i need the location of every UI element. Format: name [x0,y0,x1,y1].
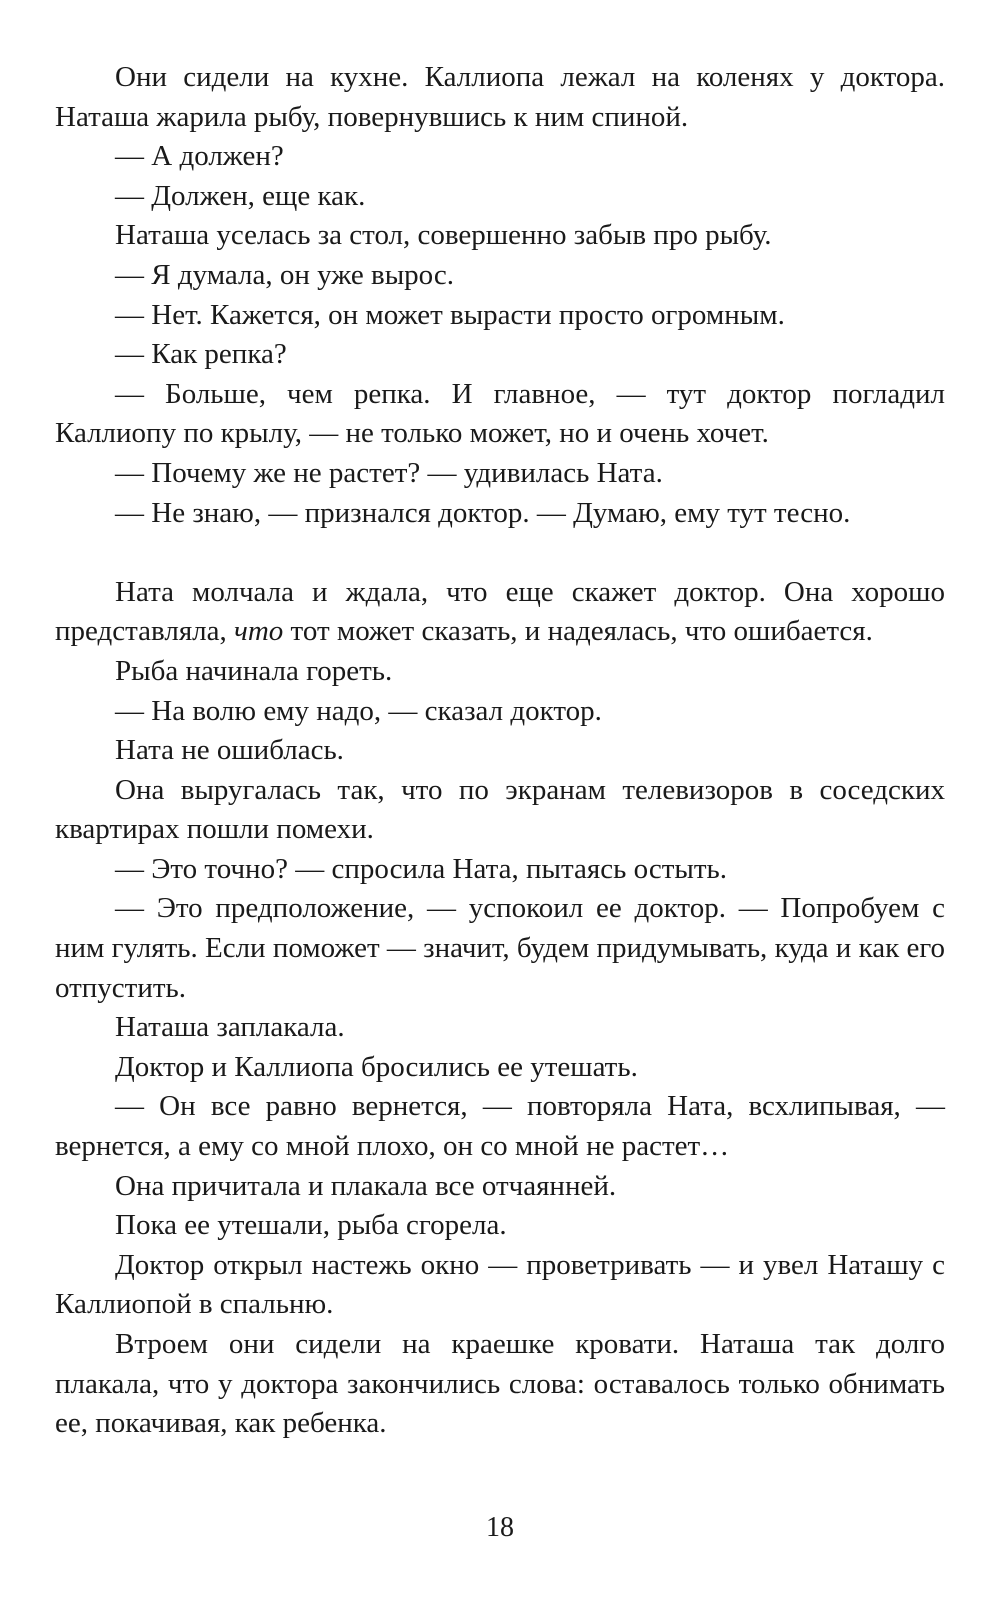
section-break [55,533,945,573]
dialogue-line: — Не знаю, — признался доктор. — Думаю, ему тут тесно. [115,496,851,529]
paragraph: Она выругалась так, что по экранам телевизоров в соседских квартирах пошли помехи. [55,773,945,846]
book-page [55,58,945,1444]
dialogue-line: — Почему же не растет? — удивилась Ната. [115,456,663,489]
dialogue-line: — Это предположение, — успокоил ее доктор. — Попробуем с ним гулять. Если поможет — значит, будем придумывать, куда и как его отпустить. [55,892,945,1004]
paragraph: Доктор и Каллиопа бросились ее утешать. [115,1050,638,1083]
paragraph [55,573,945,652]
dialogue-line: — Это точно? — спросила Ната, пытаясь остыть. [115,852,728,885]
paragraph: Она причитала и плакала все отчаянней. [115,1169,617,1202]
paragraph-text-start: Ната молчала и ждала, что еще скажет доктор. Она хорошо представляла, [55,575,945,648]
paragraph: Они сидели на кухне. Каллиопа лежал на коленях у доктора. Наташа жарила рыбу, повернувшись к ним спиной. [55,61,945,133]
dialogue-line: — Я думала, он уже вырос. [115,258,455,291]
dialogue-line: — На волю ему надо, — сказал доктор. [115,694,602,727]
paragraph: Наташа заплакала. [115,1011,345,1044]
paragraph-text-end: тот может сказать, и надеялась, что ошибается. [290,615,873,648]
paragraph: Втроем они сидели на краешке кровати. Наташа так долго плакала, что у доктора закончились слова: оставалось только обнимать ее, покачивая, как ребенка. [55,1328,945,1440]
dialogue-line: — Должен, еще как. [115,179,366,212]
emphasis-text: что [234,615,284,648]
dialogue-line: — Нет. Кажется, он может вырасти просто огромным. [115,298,785,331]
dialogue-line: — Как репка? [115,338,287,371]
paragraph: Рыба начинала гореть. [115,654,393,687]
dialogue-line: — А должен? [115,140,284,173]
paragraph: Ната не ошиблась. [115,734,344,767]
paragraph: Наташа уселась за стол, совершенно забыв про рыбу. [115,219,772,252]
paragraph: Доктор открыл настежь окно — проветривать — и увел Наташу с Каллиопой в спальню. [55,1248,945,1321]
page-number: 18 [486,1512,514,1543]
dialogue-line: — Больше, чем репка. И главное, — тут доктор погладил Каллиопу по крылу, — не только может, но и очень хочет. [55,377,945,450]
paragraph: Пока ее утешали, рыба сгорела. [115,1209,507,1242]
dialogue-line: — Он все равно вернется, — повторяла Ната, всхлипывая, — вернется, а ему со мной плохо, он со мной не растет… [55,1090,945,1163]
